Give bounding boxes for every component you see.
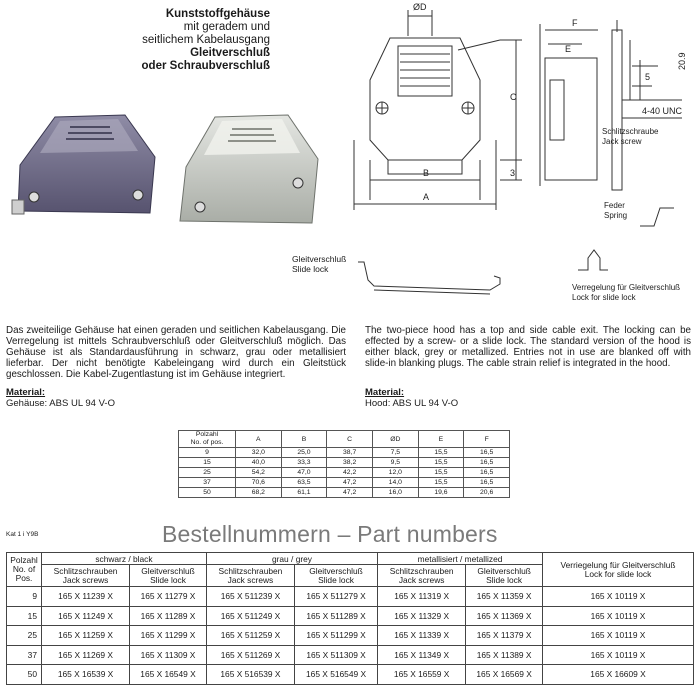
pn-cell: 165 X 11319 X xyxy=(378,587,466,607)
dim-cell: 25,0 xyxy=(281,448,327,458)
pn-cell: 165 X 511299 X xyxy=(295,626,378,646)
pn-cell-pos: 25 xyxy=(7,626,42,646)
dim-cell: 15,5 xyxy=(418,468,464,478)
dim-cell: 15,5 xyxy=(418,478,464,488)
pn-sub-screw-de: Schlitzschrauben xyxy=(389,565,454,576)
dim-cell: 12,0 xyxy=(372,468,418,478)
dim-cell: 40,0 xyxy=(236,458,282,468)
dim-cell: 38,2 xyxy=(327,458,373,468)
dim-header: C xyxy=(327,431,373,448)
thread-label: 4-40 UNC xyxy=(642,106,683,116)
dim-cell: 15,5 xyxy=(418,458,464,468)
pn-sub-slide-de: Gleitverschluß xyxy=(309,565,363,576)
pn-cell: 165 X 511259 X xyxy=(206,626,294,646)
slide-lock-label xyxy=(292,254,346,274)
dim-cell-pos: 9 xyxy=(179,448,236,458)
dim-cell: 42,2 xyxy=(327,468,373,478)
title-line-1: Kunststoffgehäuse xyxy=(165,8,270,20)
dim-cell: 15,5 xyxy=(418,448,464,458)
dimension-table-body xyxy=(179,448,510,498)
dim-header-pos-de: Polzahl xyxy=(195,431,219,438)
dim-table-row xyxy=(179,458,510,468)
dim-cell-pos: 50 xyxy=(179,488,236,498)
dim-cell: 19,6 xyxy=(418,488,464,498)
dim-cell: 14,0 xyxy=(372,478,418,488)
dim-cell: 16,5 xyxy=(464,468,510,478)
pn-sub-slide-en: Slide lock xyxy=(486,574,523,585)
material-en-value: Hood: ABS UL 94 V-O xyxy=(365,398,459,409)
dim-cell: 16,0 xyxy=(372,488,418,498)
dim-cell: 70,6 xyxy=(236,478,282,488)
pn-cell: 165 X 516549 X xyxy=(295,665,378,685)
slide-lock-label-de: Gleitverschluß xyxy=(292,254,347,264)
material-en xyxy=(365,387,458,409)
dim-cell: 32,0 xyxy=(236,448,282,458)
pn-cell: 165 X 16559 X xyxy=(378,665,466,685)
dim-label-3: 3 xyxy=(510,168,516,178)
pn-cell: 165 X 10119 X xyxy=(543,606,694,626)
pn-sub-screw xyxy=(42,565,130,587)
pn-cell: 165 X 10119 X xyxy=(543,587,694,607)
pn-cell: 165 X 16609 X xyxy=(543,665,694,685)
part-numbers-table xyxy=(6,552,694,685)
dim-cell-pos: 37 xyxy=(179,478,236,488)
part-numbers-table-body xyxy=(7,587,694,685)
dim-cell: 20,6 xyxy=(464,488,510,498)
title-line-3: seitlichem Kabelausgang xyxy=(142,34,270,46)
pn-cell: 165 X 511249 X xyxy=(206,606,294,626)
screw-label-en: Jack screw xyxy=(602,137,642,146)
dimension-table xyxy=(178,430,510,498)
product-title xyxy=(95,8,270,73)
technical-drawing xyxy=(340,0,699,310)
part-number-row xyxy=(7,606,694,626)
pn-sub-screw-en: Jack screws xyxy=(398,574,445,585)
pn-sub-slide xyxy=(295,565,378,587)
screw-label-de: Schlitzschraube xyxy=(602,127,659,136)
pn-sub-screw-en: Jack screws xyxy=(227,574,274,585)
dim-header: A xyxy=(236,431,282,448)
pn-cell: 165 X 16569 X xyxy=(466,665,543,685)
dim-cell: 68,2 xyxy=(236,488,282,498)
pn-cell-pos: 37 xyxy=(7,645,42,665)
dim-cell: 63,5 xyxy=(281,478,327,488)
dim-cell: 33,3 xyxy=(281,458,327,468)
pn-cell: 165 X 11269 X xyxy=(42,645,130,665)
spring-label-de: Feder xyxy=(604,201,625,210)
title-line-5: oder Schraubverschluß xyxy=(141,60,270,72)
dim-header: ØD xyxy=(372,431,418,448)
pn-cell-pos: 50 xyxy=(7,665,42,685)
pn-sub-slide-de: Gleitverschluß xyxy=(477,565,531,576)
pn-cell: 165 X 511239 X xyxy=(206,587,294,607)
pn-cell: 165 X 11329 X xyxy=(378,606,466,626)
title-line-4: Gleitverschluß xyxy=(190,47,270,59)
pn-header-pos-1: Polzahl xyxy=(10,555,38,565)
title-line-2: mit geradem und xyxy=(183,21,270,33)
pn-cell: 165 X 11289 X xyxy=(130,606,207,626)
dim-cell-pos: 25 xyxy=(179,468,236,478)
dim-cell: 7,5 xyxy=(372,448,418,458)
pn-header-lock xyxy=(543,553,694,587)
pn-cell: 165 X 11379 X xyxy=(466,626,543,646)
dim-cell: 47,2 xyxy=(327,478,373,488)
part-number-row xyxy=(7,665,694,685)
pn-group-grey: grau / grey xyxy=(206,553,377,565)
lockfor-label-de: Verregelung für Gleitverschluß xyxy=(572,283,681,292)
pn-header-lock-en: Lock for slide lock xyxy=(584,568,652,579)
pn-header-pos-3: Pos. xyxy=(15,573,33,583)
pn-cell: 165 X 16539 X xyxy=(42,665,130,685)
part-numbers-heading: Bestellnummern – Part numbers xyxy=(162,521,498,547)
pn-cell: 165 X 11359 X xyxy=(466,587,543,607)
pn-cell: 165 X 511309 X xyxy=(295,645,378,665)
dim-label-f: F xyxy=(572,18,578,28)
pn-cell: 165 X 511289 X xyxy=(295,606,378,626)
pn-sub-screw-de: Schlitzschrauben xyxy=(218,565,283,576)
pn-cell: 165 X 11339 X xyxy=(378,626,466,646)
dim-cell-pos: 15 xyxy=(179,458,236,468)
pn-sub-slide xyxy=(466,565,543,587)
pn-cell: 165 X 11349 X xyxy=(378,645,466,665)
dim-label-e: E xyxy=(565,44,572,54)
dim-cell: 61,1 xyxy=(281,488,327,498)
dim-label-5: 5 xyxy=(645,72,651,82)
part-number-row xyxy=(7,587,694,607)
product-photos xyxy=(0,95,350,235)
dim-table-row xyxy=(179,478,510,488)
part-number-row xyxy=(7,626,694,646)
dim-cell: 47,2 xyxy=(327,488,373,498)
spring-label-en: Spring xyxy=(604,211,628,220)
pn-cell: 165 X 11249 X xyxy=(42,606,130,626)
pn-cell: 165 X 10119 X xyxy=(543,626,694,646)
pn-group-metallized: metallisiert / metallized xyxy=(378,553,543,565)
material-de-value: Gehäuse: ABS UL 94 V-O xyxy=(6,398,115,409)
part-number-row xyxy=(7,645,694,665)
material-en-heading: Material: xyxy=(365,387,405,398)
pn-cell: 165 X 11299 X xyxy=(130,626,207,646)
dim-cell: 16,5 xyxy=(464,458,510,468)
pn-sub-slide xyxy=(130,565,207,587)
dim-cell: 16,5 xyxy=(464,448,510,458)
pn-header-pos-2: No. of xyxy=(12,564,36,574)
pn-cell-pos: 15 xyxy=(7,606,42,626)
pn-cell: 165 X 10119 X xyxy=(543,645,694,665)
pn-cell: 165 X 511279 X xyxy=(295,587,378,607)
pn-header-lock-de: Verriegelung für Gleitverschluß xyxy=(560,559,676,570)
dim-header-pos-en: No. of pos. xyxy=(190,439,224,446)
dim-table-row xyxy=(179,468,510,478)
pn-sub-slide-de: Gleitverschluß xyxy=(141,565,195,576)
description-de: Das zweiteilige Gehäuse hat einen geraden und seitlichen Kabelausgang. Die Verregelung ist mittels Schraubverschluß oder Gleitverschluß möglich. Das Gehäuse ist als Standardausführung in schwarz, grau oder metallisiert lieferbar. Der nicht benötigte Kabeleingang wird durch ein Gleitstück geschlossen. Die Kabel-Zugentlastung ist im Gehäuse integriert. xyxy=(6,325,346,380)
pn-cell: 165 X 11389 X xyxy=(466,645,543,665)
pn-cell: 165 X 516539 X xyxy=(206,665,294,685)
dim-header: B xyxy=(281,431,327,448)
pn-cell: 165 X 11279 X xyxy=(130,587,207,607)
pn-cell: 165 X 11369 X xyxy=(466,606,543,626)
dim-label-a: A xyxy=(423,192,430,202)
dim-table-row xyxy=(179,448,510,458)
dim-header-pos xyxy=(179,431,236,448)
pn-sub-screw-de: Schlitzschrauben xyxy=(53,565,118,576)
slide-lock-label-en: Slide lock xyxy=(292,264,329,274)
pn-sub-slide-en: Slide lock xyxy=(150,574,186,585)
dim-table-row xyxy=(179,488,510,498)
pn-cell: 165 X 16549 X xyxy=(130,665,207,685)
dim-label-d: ØD xyxy=(413,2,427,12)
pn-sub-screw xyxy=(206,565,294,587)
dim-cell: 54,2 xyxy=(236,468,282,478)
grey-hood-photo xyxy=(180,115,318,223)
dim-label-20-9: 20.9 xyxy=(677,52,687,70)
material-de xyxy=(6,387,115,409)
dim-cell: 47,0 xyxy=(281,468,327,478)
pn-header-pos xyxy=(7,553,42,587)
dim-label-c: C xyxy=(510,92,517,102)
pn-cell: 165 X 11239 X xyxy=(42,587,130,607)
lockfor-label-en: Lock for slide lock xyxy=(572,293,636,302)
pn-cell: 165 X 511269 X xyxy=(206,645,294,665)
catalog-ref: Kat 1 i Y9B xyxy=(6,531,39,538)
material-de-heading: Material: xyxy=(6,387,46,398)
pn-sub-slide-en: Slide lock xyxy=(318,574,354,585)
pn-sub-screw xyxy=(378,565,466,587)
pn-group-black: schwarz / black xyxy=(42,553,207,565)
dim-cell: 9,5 xyxy=(372,458,418,468)
dim-cell: 16,5 xyxy=(464,478,510,488)
pn-cell-pos: 9 xyxy=(7,587,42,607)
dim-header: F xyxy=(464,431,510,448)
dim-label-b: B xyxy=(423,168,430,178)
pn-sub-screw-en: Jack screws xyxy=(62,574,109,585)
black-hood-photo xyxy=(12,115,155,214)
pn-cell: 165 X 11259 X xyxy=(42,626,130,646)
pn-cell: 165 X 11309 X xyxy=(130,645,207,665)
dim-header: E xyxy=(418,431,464,448)
dim-cell: 38,7 xyxy=(327,448,373,458)
description-en: The two-piece hood has a top and side cable exit. The locking can be effected by a screw- or a slide lock. The standard version of the hood is either black, grey or metallized. Entries not in use are blanked off with slide-in blanking plugs. The cable strain relief is integrated in the hood. xyxy=(365,325,691,369)
